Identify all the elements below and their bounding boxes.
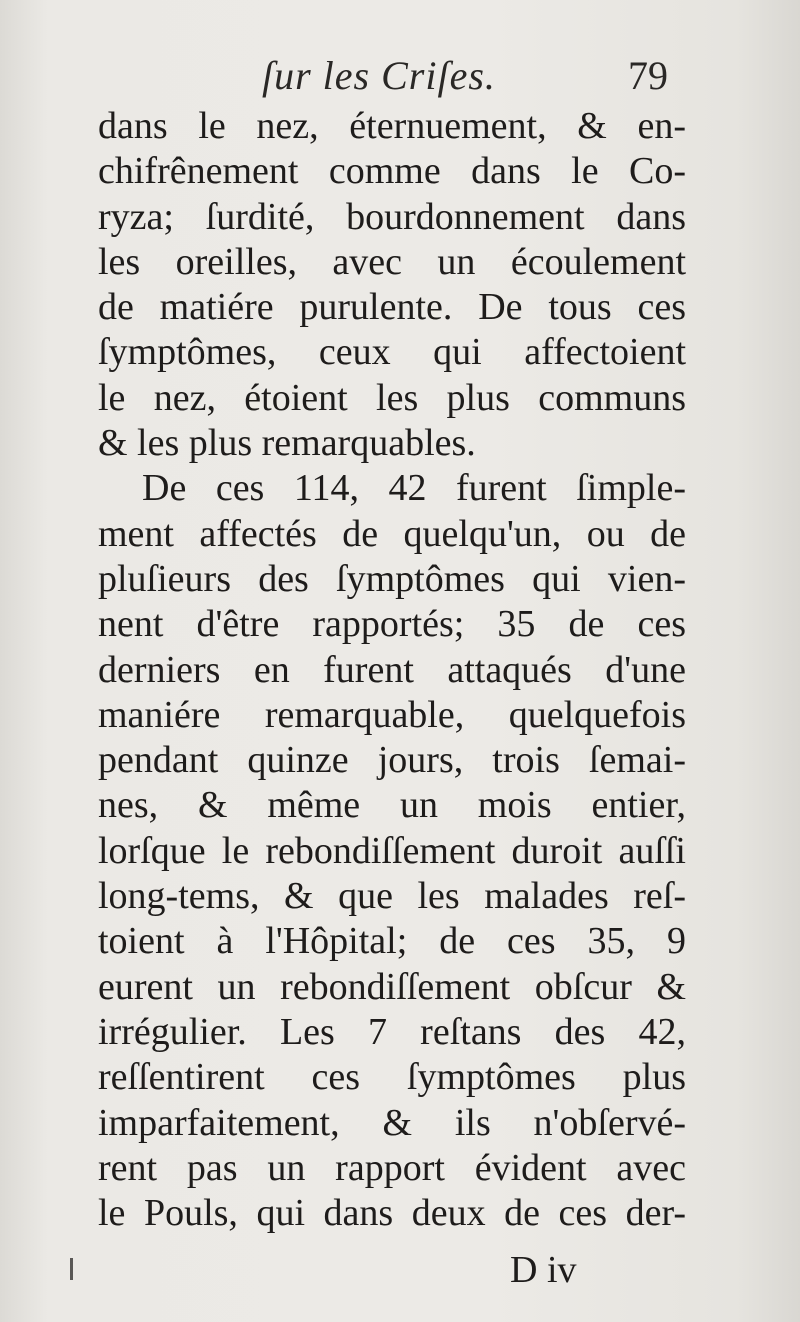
- signature-mark: D iv: [510, 1249, 577, 1291]
- text-line: lorſque le rebondiſſement duroit auſſi: [98, 829, 686, 872]
- text-line: toient à l'Hôpital; de ces 35, 9: [98, 920, 686, 963]
- text-line: ſymptômes, ceux qui affectoient: [98, 331, 686, 374]
- text-line: chifrênement comme dans le Co-: [98, 150, 686, 193]
- text-line: les oreilles, avec un écoulement: [98, 240, 686, 283]
- margin-mark: [70, 1258, 73, 1280]
- text-line: dans le nez, éternuement, & en-: [98, 105, 686, 147]
- page-header: [0, 52, 800, 104]
- text-line: reſſentirent ces ſymptômes plus: [98, 1056, 686, 1099]
- text-line: rent pas un rapport évident avec: [98, 1146, 686, 1189]
- text-line: irrégulier. Les 7 reſtans des 42,: [98, 1010, 686, 1053]
- running-head: ſur les Criſes.: [262, 53, 496, 98]
- page-number: 79: [628, 53, 668, 98]
- text-line: nes, & même un mois entier,: [98, 784, 686, 827]
- text-line: ment affectés de quelqu'un, ou de: [98, 512, 686, 555]
- text-line: derniers en furent attaqués d'une: [98, 648, 686, 691]
- body-text: [98, 104, 686, 1236]
- text-line: imparfaitement, & ils n'obſervé-: [98, 1101, 686, 1144]
- text-line: le nez, étoient les plus communs: [98, 376, 686, 419]
- text-line: pendant quinze jours, trois ſemai-: [98, 739, 686, 782]
- text-line: De ces 114, 42 furent ſimple-: [142, 467, 686, 510]
- text-line: le Pouls, qui dans deux de ces der-: [98, 1192, 686, 1235]
- text-line: de matiére purulente. De tous ces: [98, 286, 686, 329]
- text-line: long-tems, & que les malades reſ-: [98, 875, 686, 918]
- text-line: pluſieurs des ſymptômes qui vien-: [98, 557, 686, 600]
- text-line: nent d'être rapportés; 35 de ces: [98, 603, 686, 646]
- text-line: & les plus remarquables.: [98, 422, 476, 465]
- text-line: eurent un rebondiſſement obſcur &: [98, 965, 686, 1008]
- text-line: ryza; ſurdité, bourdonnement dans: [98, 195, 686, 238]
- text-line: maniére remarquable, quelquefois: [98, 693, 686, 736]
